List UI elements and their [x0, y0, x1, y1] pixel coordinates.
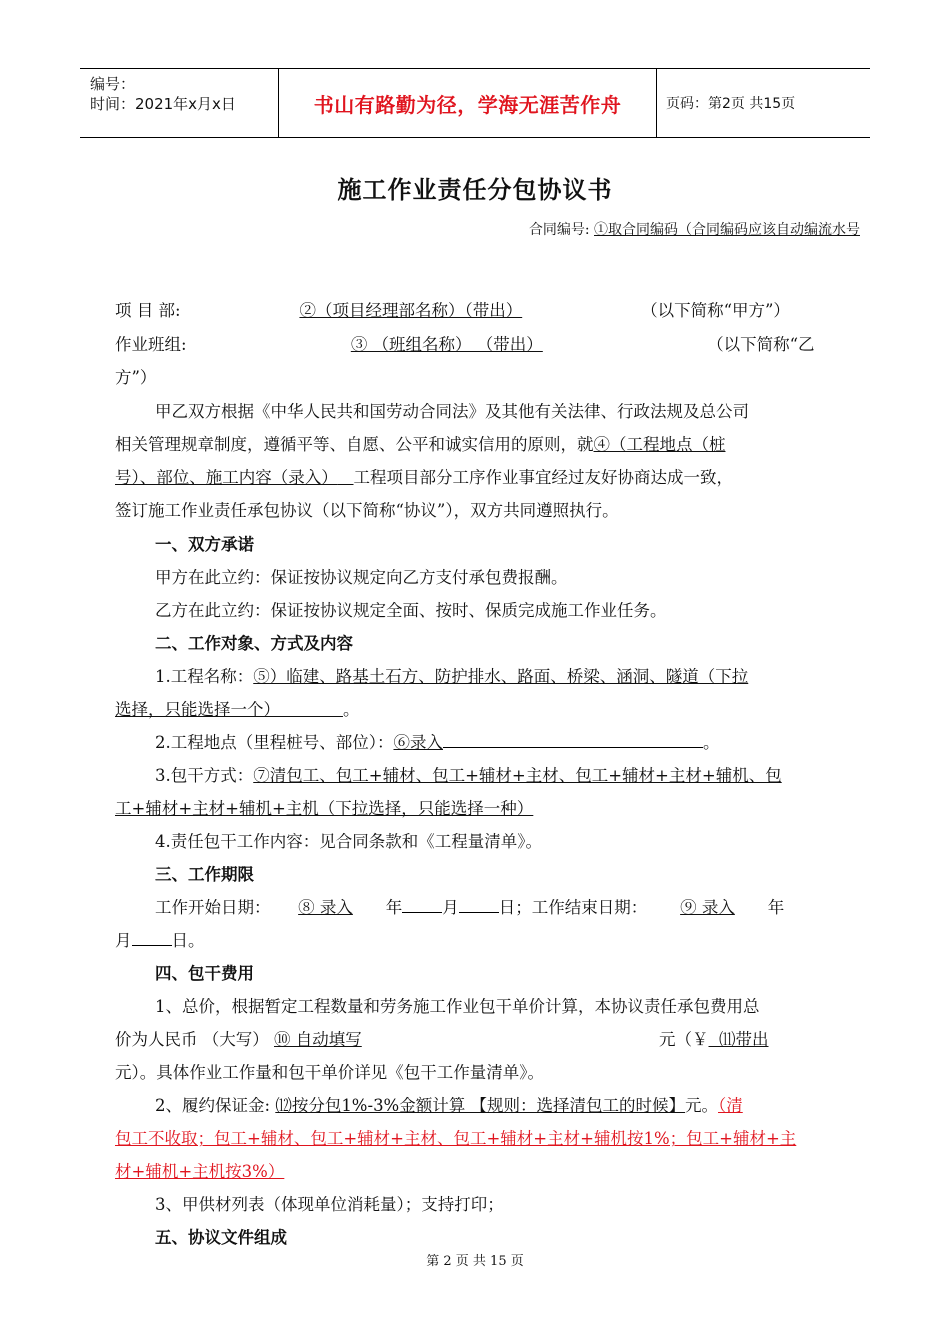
- para-1-line-3: 号）、部位、施工内容（录入） 工程项目部分工序作业事宜经过友好协商达成一致，: [115, 468, 733, 487]
- section-4-heading: 四、包干费用: [155, 964, 254, 983]
- section-4-item-2-cont-2: 材+辅机+主机按3%）: [115, 1162, 285, 1181]
- section-2-item-1: 1.工程名称：⑤）临建、路基土石方、防护排水、路面、桥梁、涵洞、隧道（下拉: [155, 667, 749, 686]
- document-title: 施工作业责任分包协议书: [337, 175, 613, 204]
- section-2-item-3-cont: 工+辅材+主材+辅机+主机（下拉选择，只能选择一种）: [115, 799, 534, 818]
- section-4-item-3: 3、甲供材列表（体现单位消耗量）；支持打印；: [155, 1195, 504, 1214]
- contract-number: 合同编号: ①取合同编码（合同编码应该自动编流水号: [528, 222, 860, 238]
- party-b-tail: 方”）: [115, 368, 157, 387]
- party-b-line: 作业班组: ③ （班组名称） （带出） （以下简称“乙: [115, 331, 815, 355]
- party-a-line: 项 目 部: ②（项目经理部名称）（带出） （以下简称“甲方”）: [115, 297, 790, 321]
- section-3-dates-cont: 月 日。: [115, 927, 205, 951]
- section-2-item-2: 2.工程地点（里程桩号、部位）：⑥录入 。: [155, 729, 720, 753]
- section-4-item-1-cont: 价为人民币 （大写） ⑩ 自动填写 元（￥ ⑾带出: [115, 1030, 769, 1049]
- section-3-dates: 工作开始日期： ⑧ 录入 年 月 日；工作结束日期： ⑨ 录入 年: [155, 894, 784, 918]
- header-motto: 书山有路勤为径，学海无涯苦作舟: [279, 69, 657, 137]
- code-label: 编号：: [90, 75, 136, 93]
- section-5-heading: 五、协议文件组成: [155, 1228, 287, 1247]
- para-1-line-2: 相关管理规章制度，遵循平等、自愿、公平和诚实信用的原则，就④（工程地点（桩: [115, 435, 726, 454]
- section-2-heading: 二、工作对象、方式及内容: [155, 634, 353, 653]
- section-2-item-3: 3.包干方式：⑦清包工、包工+辅材、包工+辅材+主材、包工+辅材+主材+辅机、包: [155, 766, 782, 785]
- page-header: [80, 68, 870, 138]
- section-2-item-4: 4.责任包干工作内容：见合同条款和《工程量清单》。: [155, 832, 542, 851]
- section-1-a: 甲方在此立约：保证按协议规定向乙方支付承包费报酬。: [155, 568, 568, 587]
- header-page-info: 页码：第2页 共15页: [666, 96, 796, 112]
- section-4-item-1-cont-2: 元）。具体作业工作量和包干单价详见《包干工作量清单》。: [115, 1063, 544, 1082]
- para-1-line-4: 签订施工作业责任承包协议（以下简称“协议”），双方共同遵照执行。: [115, 501, 619, 520]
- section-4-item-1: 1、总价，根据暂定工程数量和劳务施工作业包干单价计算，本协议责任承包费用总: [155, 997, 760, 1016]
- section-1-b: 乙方在此立约：保证按协议规定全面、按时、保质完成施工作业任务。: [155, 601, 667, 620]
- section-4-item-2-cont: 包工不收取；包工+辅材、包工+辅材+主材、包工+辅材+主材+辅机按1%；包工+辅材+主: [115, 1129, 797, 1148]
- header-left-cell: [80, 69, 279, 137]
- time-label: 时间：2021年x月x日: [90, 95, 236, 113]
- section-3-heading: 三、工作期限: [155, 865, 254, 884]
- section-4-item-2: 2、履约保证金: ⑿按分包1%-3%金额计算 【规则：选择清包工的时候】元。（清: [155, 1096, 743, 1115]
- party-b-value: ③ （班组名称） （带出）: [350, 335, 543, 354]
- party-a-value: ②（项目经理部名称）（带出）: [299, 301, 523, 320]
- page-footer: 第 2 页 共 15 页: [426, 1254, 524, 1269]
- para-1-line-1: 甲乙双方根据《中华人民共和国劳动合同法》及其他有关法律、行政法规及总公司: [155, 402, 749, 421]
- contract-number-value: ①取合同编码（合同编码应该自动编流水号: [594, 222, 860, 238]
- section-2-item-1-cont: 选择，只能选择一个） 。: [115, 700, 360, 719]
- section-1-heading: 一、双方承诺: [155, 535, 254, 554]
